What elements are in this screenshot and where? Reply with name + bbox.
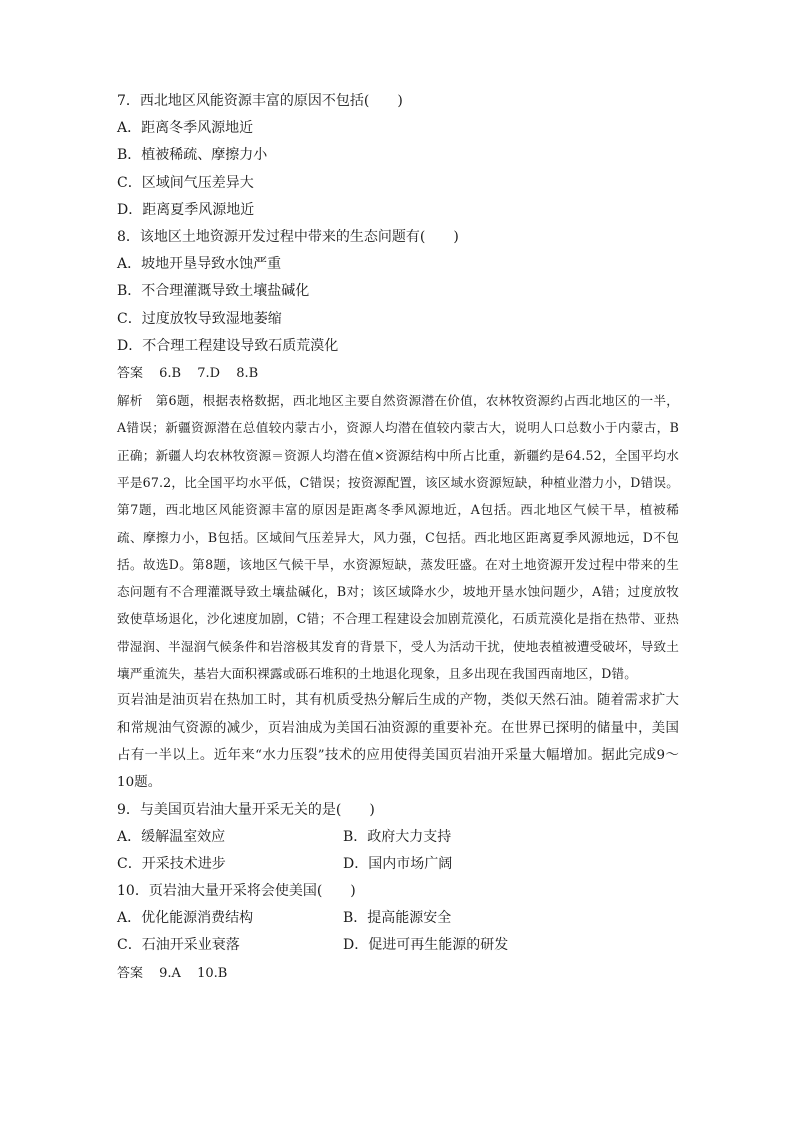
question-9-option-c: C．开采技术进步 (117, 855, 226, 872)
answer-value: 7.D (197, 365, 221, 381)
question-8-option-c: C．过度放牧导致湿地萎缩 (117, 310, 282, 327)
question-10-options-row-1 (117, 905, 679, 932)
question-9-option-a: A．缓解温室效应 (117, 828, 226, 845)
question-10-option-c: C．石油开采业衰落 (117, 937, 240, 954)
question-8-option-a: A．坡地开垦导致水蚀严重 (117, 256, 282, 273)
question-9-option-d: D．国内市场广阔 (343, 855, 453, 872)
answer-value: 10.B (197, 965, 228, 981)
question-10-option-a: A．优化能源消费结构 (117, 910, 254, 927)
question-9-options-row-1 (117, 824, 679, 851)
answer-line-1 (117, 360, 679, 387)
answer-value: 6.B (159, 365, 182, 381)
question-8-option-b: B．不合理灌溉导致土壤盐碱化 (117, 283, 310, 300)
answer-label: 答案 (117, 965, 144, 981)
reading-passage: 页岩油是油页岩在热加工时，其有机质受热分解后生成的产物，类似天然石油。随着需求扩大和常规油气资源的减少，页岩油成为美国石油资源的重要补充。在世界已探明的储量中，美国占有一半以上。近年来“水力压裂”技术的应用使得美国页岩油开采量大幅增加。据此完成9～10题。 (117, 693, 679, 791)
question-10-option-b: B．提高能源安全 (343, 910, 452, 927)
answer-value: 9.A (159, 965, 181, 981)
answer-line-2 (117, 960, 679, 987)
question-7-option-b: B．植被稀疏、摩擦力小 (117, 147, 268, 164)
page-content (117, 88, 679, 987)
answer-label: 答案 (117, 365, 144, 381)
question-7-stem: 7．西北地区风能资源丰富的原因不包括( ) (117, 93, 403, 109)
question-8-option-d: D．不合理工程建设导致石质荒漠化 (117, 337, 339, 354)
question-7-option-d: D．距离夏季风源地近 (117, 201, 255, 218)
question-10-option-d: D．促进可再生能源的研发 (343, 937, 509, 954)
question-9-stem: 9．与美国页岩油大量开采无关的是( ) (117, 801, 375, 818)
explanation-paragraph: 解析 第6题，根据表格数据，西北地区主要自然资源潜在价值，农林牧资源约占西北地区的一半，A错误；新疆资源潜在总值较内蒙古小，资源人均潜在值较内蒙古大，说明人口总数小于内蒙古，B正确；新疆人均农林牧资源＝资源人均潜在值×资源结构中所占比重，新疆约是64.52，全国平均水平是67.2，比全国平均水平低，C错误；按资源配置，该区域水资源短缺，种植业潜力小，D错误。第7题，西北地区风能资源丰富的原因是距离冬季风源地近，A包括。西北地区气候干旱，植被稀疏、摩擦力小，B包括。区域间气压差异大，风力强，C包括。西北地区距离夏季风源地远，D不包括。故选D。第8题，该地区气候干旱，水资源短缺，蒸发旺盛。在对土地资源开发过程中带来的生态问题有不合理灌溉导致土壤盐碱化，B对；该区域降水少，坡地开垦水蚀问题少，A错；过度放牧致使草场退化，沙化速度加剧，C错；不合理工程建设会加剧荒漠化，石质荒漠化是指在热带、亚热带湿润、半湿润气候条件和岩溶极其发育的背景下，受人为活动干扰，使地表植被遭受破坏，导致土壤严重流失，基岩大面积裸露或砾石堆积的土地退化现象，且多出现在我国西南地区，D错。 (117, 393, 679, 682)
question-9-options-row-2 (117, 851, 679, 878)
question-10-options-row-2 (117, 932, 679, 959)
question-7-option-a: A．距离冬季风源地近 (117, 120, 254, 137)
question-10-stem: 10．页岩油大量开采将会使美国( ) (117, 883, 356, 900)
question-7-option-c: C．区域间气压差异大 (117, 174, 254, 191)
question-9-option-b: B．政府大力支持 (343, 828, 452, 845)
answer-value: 8.B (236, 365, 259, 381)
question-8-stem: 8．该地区土地资源开发过程中带来的生态问题有( ) (117, 228, 459, 245)
